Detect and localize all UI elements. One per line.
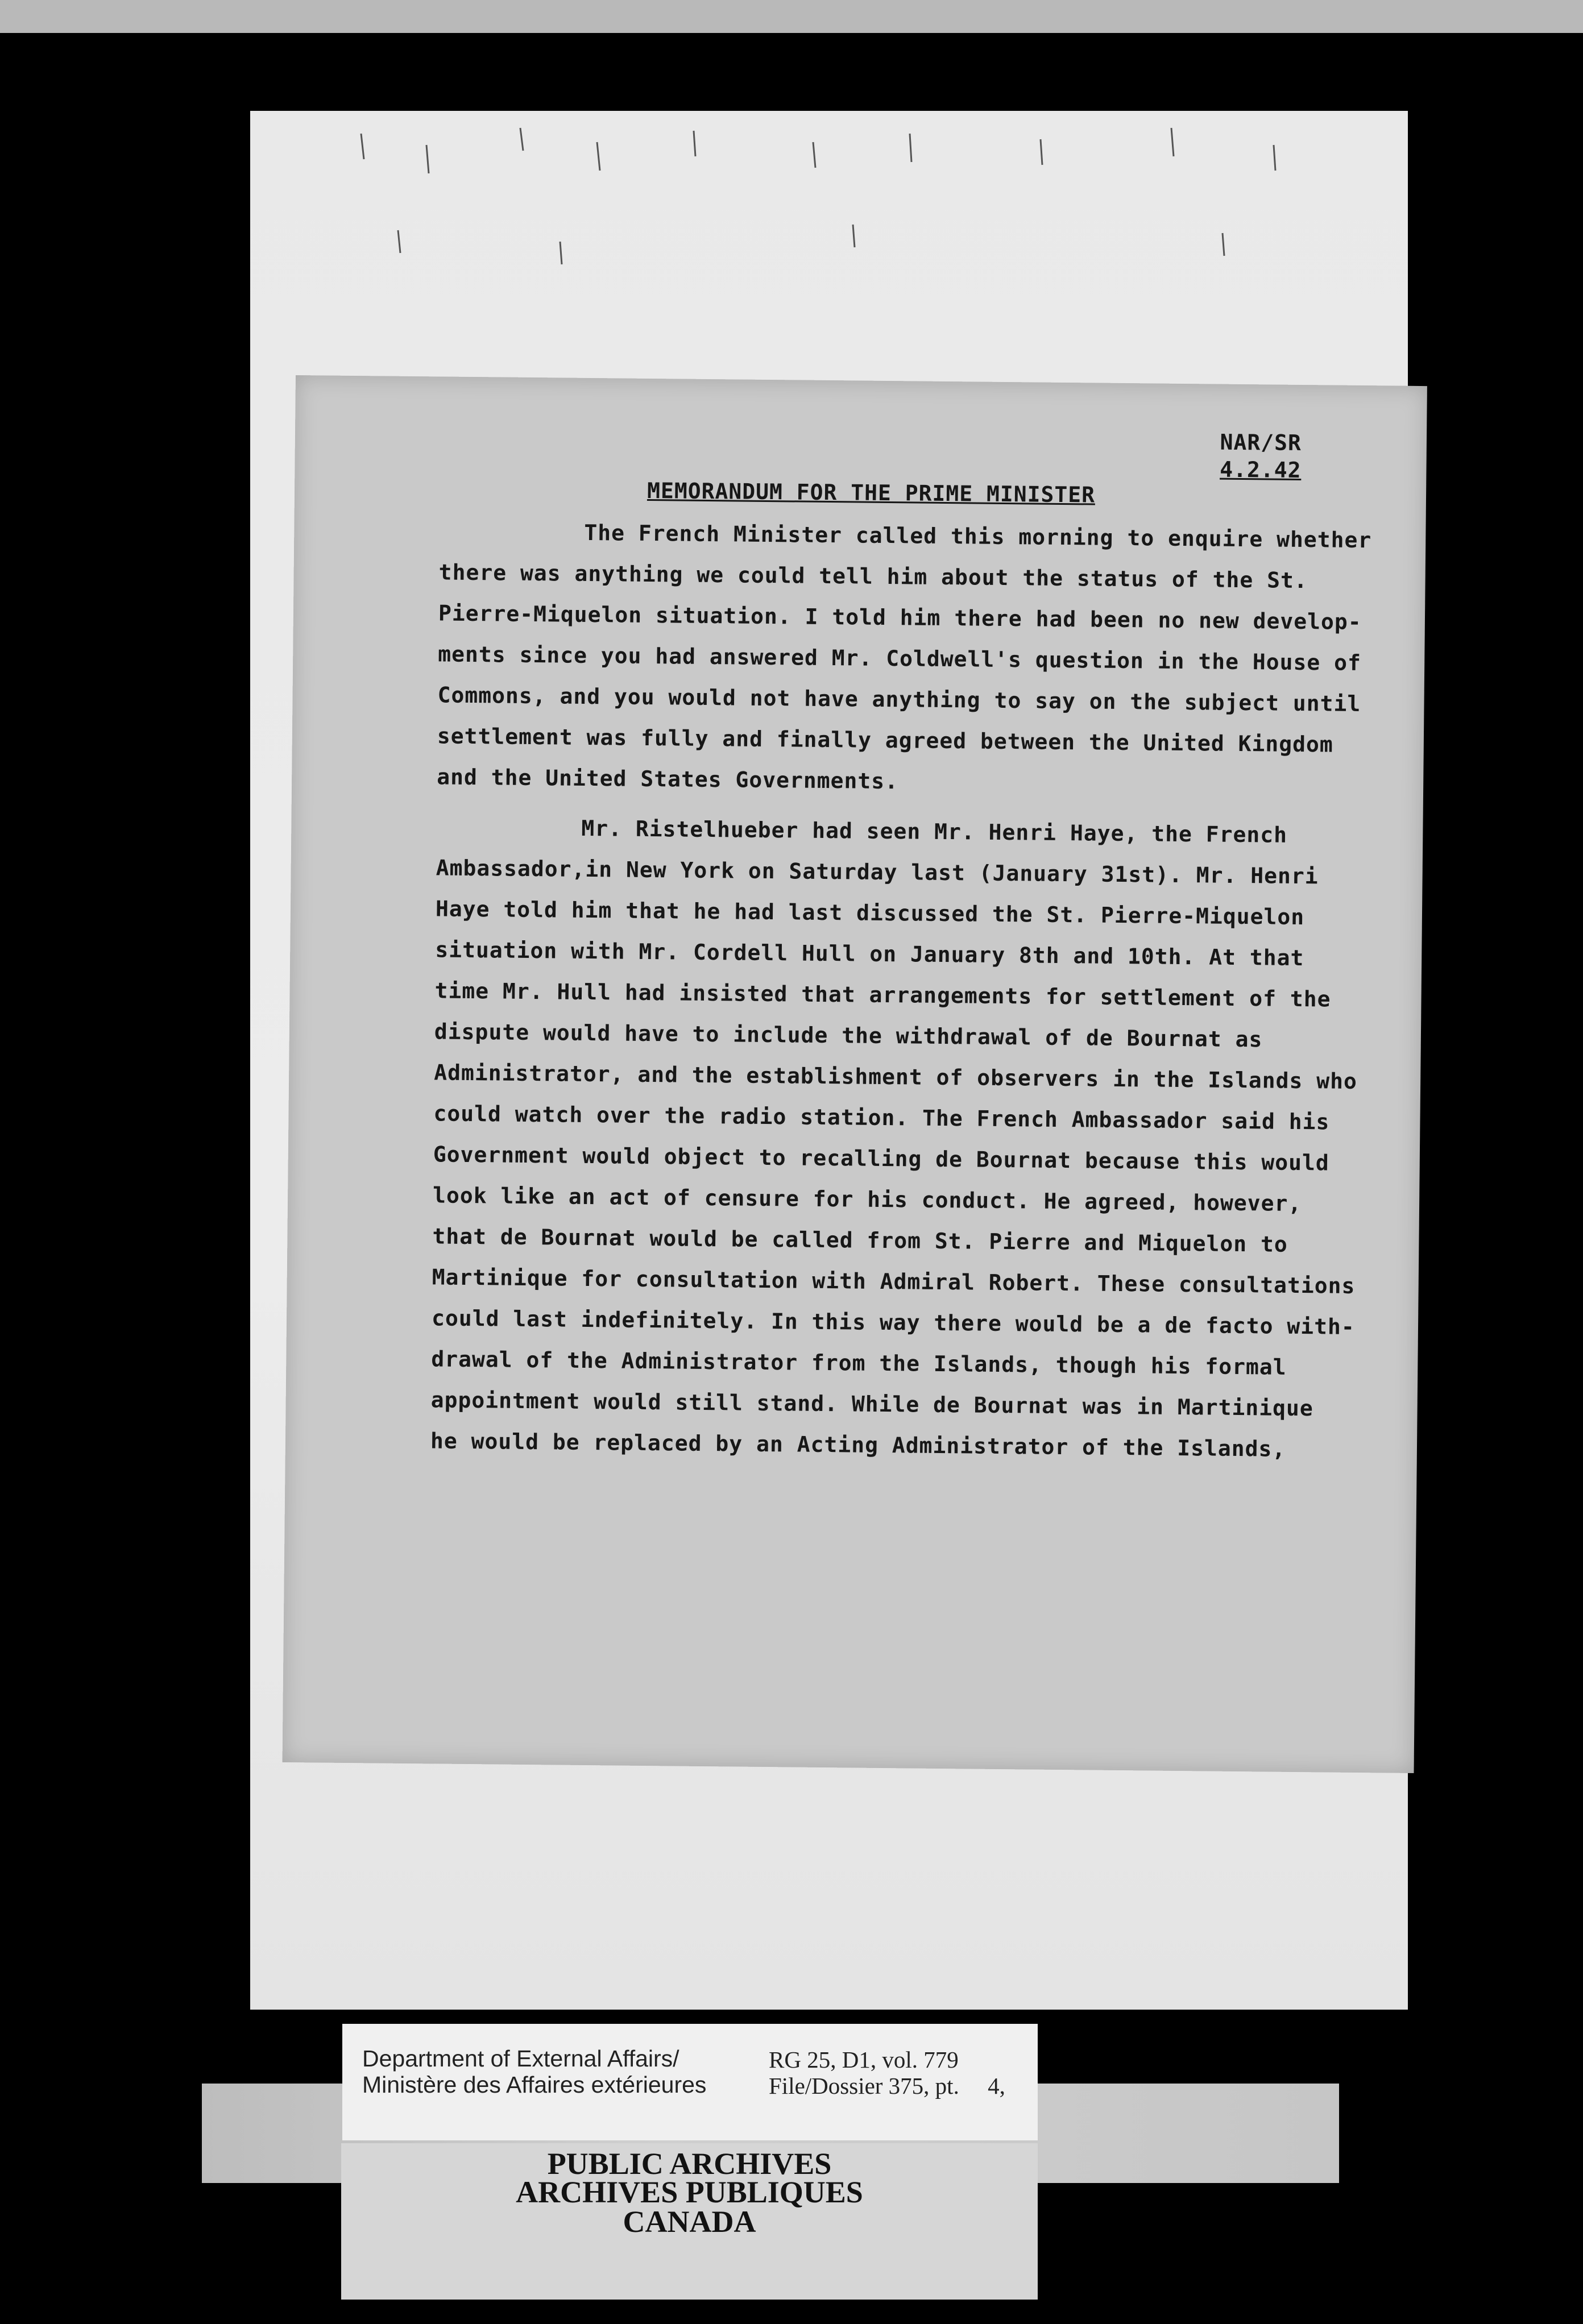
memo-line: ments since you had answered Mr. Coldwell's question in the House of [438,641,1362,676]
memo-title: MEMORANDUM FOR THE PRIME MINISTER [647,478,1096,508]
memo-line: Pierre-Miquelon situation. I told him there had been no new develop- [438,600,1362,635]
archive-stamp-line-en: PUBLIC ARCHIVES [547,2147,832,2181]
memo-line: drawal of the Administrator from the Islands, though his formal [431,1346,1287,1380]
memo-line: Commons, and you would not have anything to say on the subject until [437,682,1361,717]
file-reference [769,2073,1005,2099]
memo-line: Ambassador,in New York on Saturday last (January 31st). Mr. Henri [436,855,1319,889]
memo-line: settlement was fully and finally agreed between the United Kingdom [437,723,1334,757]
memo-line: situation with Mr. Cordell Hull on January 8th and 10th. At that [435,937,1304,971]
memo-line: look like an act of censure for his conduct. He agreed, however, [432,1182,1302,1217]
memo-line: time Mr. Hull had insisted that arrangements for settlement of the [434,978,1331,1012]
archive-reference-label [342,2024,1038,2140]
archive-stamp [341,2143,1038,2300]
record-group-reference: RG 25, D1, vol. 779 [769,2047,959,2073]
memo-page [283,375,1427,1773]
memo-line: dispute would have to include the withdrawal of de Bournat as [434,1019,1263,1052]
department-name-fr: Ministère des Affaires extérieures [362,2072,707,2098]
pencil-marks [250,111,1408,395]
file-reference-text: File/Dossier 375, pt. [769,2073,959,2099]
memo-line: Martinique for consultation with Admiral Robert. These consultations [432,1264,1356,1298]
memo-reference-initials: NAR/SR [1220,429,1302,455]
archive-stamp-country: CANADA [623,2205,756,2239]
memo-line: could watch over the radio station. The French Ambassador said his [433,1101,1330,1135]
memo-line: could last indefinitely. In this way there would be a de facto with- [431,1305,1355,1339]
memo-line: The French Minister called this morning to enquire whether [584,520,1372,553]
memo-line: Haye told him that he had last discussed the St. Pierre-Miquelon [435,896,1305,930]
film-edge [0,0,1583,33]
memo-line: he would be replaced by an Acting Administrator of the Islands, [430,1428,1286,1462]
memo-line: Mr. Ristelhueber had seen Mr. Henri Haye, the French [581,815,1288,848]
memo-reference-date: 4.2.42 [1219,457,1302,483]
memo-line: appointment would still stand. While de Bournat was in Martinique [430,1387,1313,1421]
memo-line: and the United States Governments. [437,764,899,794]
file-part-number: 4, [988,2073,1005,2099]
memo-line: Government would object to recalling de Bournat because this would [433,1142,1329,1176]
archive-stamp-line-fr: ARCHIVES PUBLIQUES [516,2175,863,2209]
memo-line: there was anything we could tell him about the status of the St. [438,559,1308,594]
memo-line: Administrator, and the establishment of observers in the Islands who [434,1060,1358,1094]
department-name-en: Department of External Affairs/ [362,2045,679,2072]
memo-line: that de Bournat would be called from St. Pierre and Miquelon to [432,1223,1288,1257]
